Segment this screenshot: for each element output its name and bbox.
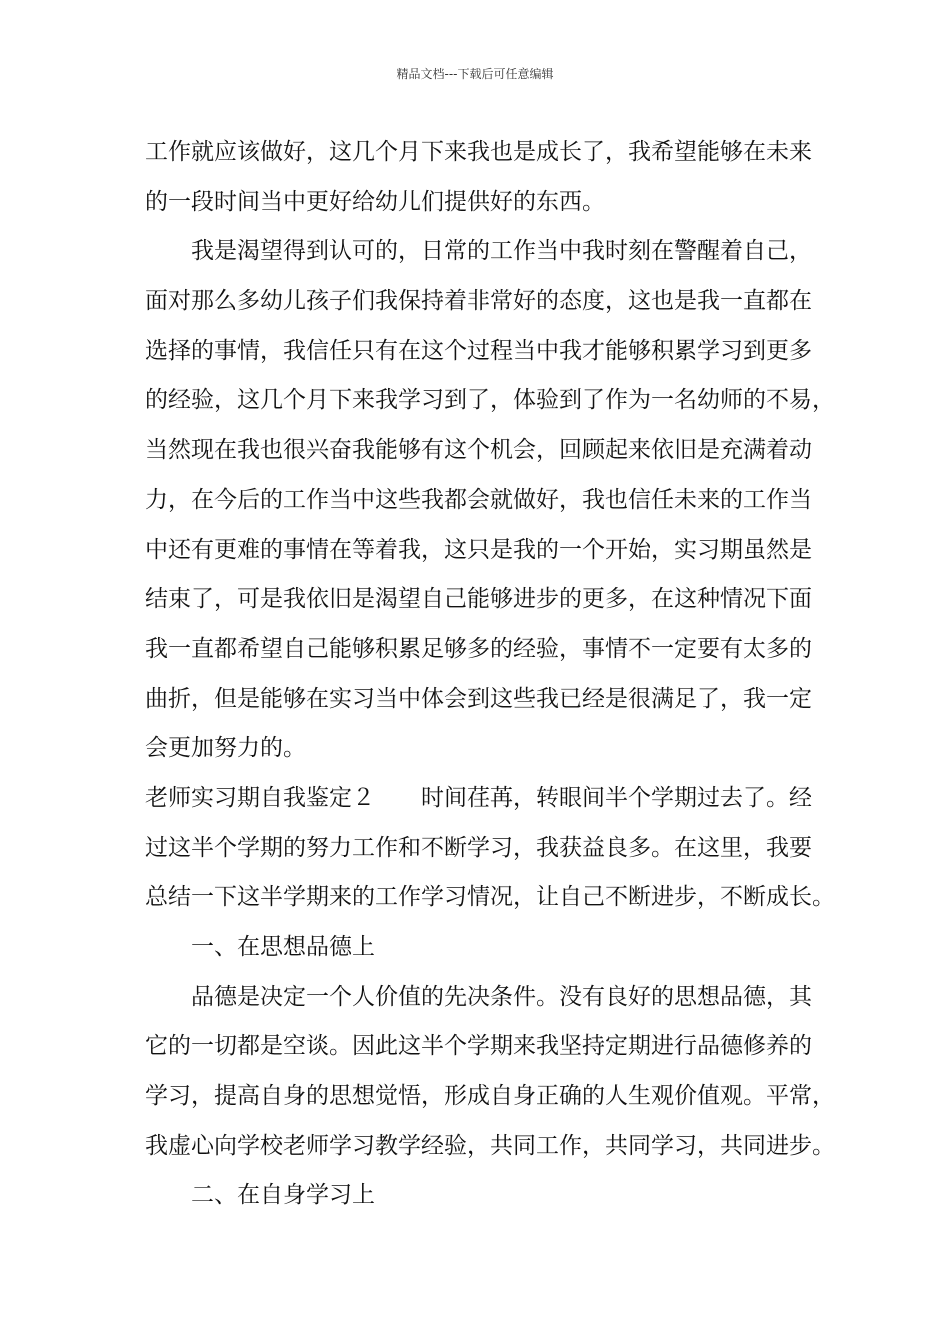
text-line	[145, 426, 825, 476]
line-text: 过这半个学期的努力工作和不断学习，我获益良多。在这里，我要	[145, 834, 812, 861]
line-text: 工作就应该做好，这几个月下来我也是成长了，我希望能够在未来	[145, 139, 812, 165]
text-line	[145, 625, 825, 675]
text-line	[145, 227, 825, 277]
text-line	[145, 973, 825, 1023]
line-text: 时间荏苒，转眼间半个学期过去了。经	[421, 784, 812, 811]
line-text: 它的一切都是空谈。因此这半个学期来我坚持定期进行品德修养的	[145, 1033, 812, 1060]
line-text: 结束了，可是我依旧是渴望自己能够进步的更多，在这种情况下面	[145, 586, 812, 613]
line-text: 选择的事情，我信任只有在这个过程当中我才能够积累学习到更多	[145, 337, 812, 364]
text-line	[145, 376, 835, 426]
text-line	[145, 575, 825, 625]
line-text: 当然现在我也很兴奋我能够有这个机会，回顾起来依旧是充满着动	[145, 437, 812, 464]
text-line	[145, 675, 825, 725]
line-text: 会更加努力的。	[145, 735, 306, 762]
text-line	[145, 526, 825, 576]
section-title: 老师实习期自我鉴定２	[145, 784, 375, 811]
line-text: 我虚心向学校老师学习教学经验，共同工作，共同学习，共同进步。	[145, 1132, 835, 1159]
line-text: 一、在思想品德上	[191, 934, 375, 960]
text-line	[145, 327, 825, 377]
text-line	[145, 724, 825, 774]
line-text: 我一直都希望自己能够积累足够多的经验，事情不一定要有太多的	[145, 635, 812, 662]
line-text: 中还有更难的事情在等着我，这只是我的一个开始，实习期虽然是	[145, 536, 812, 563]
page-header: 精品文档---下载后可任意编辑	[396, 67, 554, 81]
body-text	[145, 128, 835, 1221]
line-text: 的经验，这几个月下来我学习到了，体验到了作为一名幼师的不易，	[145, 387, 835, 414]
line-text: 总结一下这半学期来的工作学习情况，让自己不断进步，不断成长。	[145, 884, 835, 911]
line-text: 面对那么多幼儿孩子们我保持着非常好的态度，这也是我一直都在	[145, 288, 812, 315]
text-line	[145, 873, 835, 923]
text-line	[145, 1072, 835, 1122]
text-line	[145, 923, 825, 973]
line-text: 的一段时间当中更好给幼儿们提供好的东西。	[145, 188, 605, 215]
text-line	[145, 1022, 825, 1072]
text-line	[145, 774, 825, 824]
line-text: 力，在今后的工作当中这些我都会就做好，我也信任未来的工作当	[145, 486, 812, 513]
line-text: 二、在自身学习上	[191, 1182, 375, 1209]
line-text: 学习，提高自身的思想觉悟，形成自身正确的人生观价值观。平常，	[145, 1083, 835, 1110]
text-line	[145, 277, 825, 327]
text-line	[145, 1171, 825, 1221]
line-text: 曲折，但是能够在实习当中体会到这些我已经是很满足了，我一定	[145, 685, 812, 712]
line-text: 我是渴望得到认可的，日常的工作当中我时刻在警醒着自己，	[191, 238, 812, 265]
text-line	[145, 476, 825, 526]
text-line	[145, 1122, 835, 1172]
line-text: 品德是决定一个人价值的先决条件。没有良好的思想品德，其	[191, 983, 812, 1010]
text-line	[145, 824, 825, 874]
text-line	[145, 128, 825, 178]
text-line	[145, 178, 825, 228]
